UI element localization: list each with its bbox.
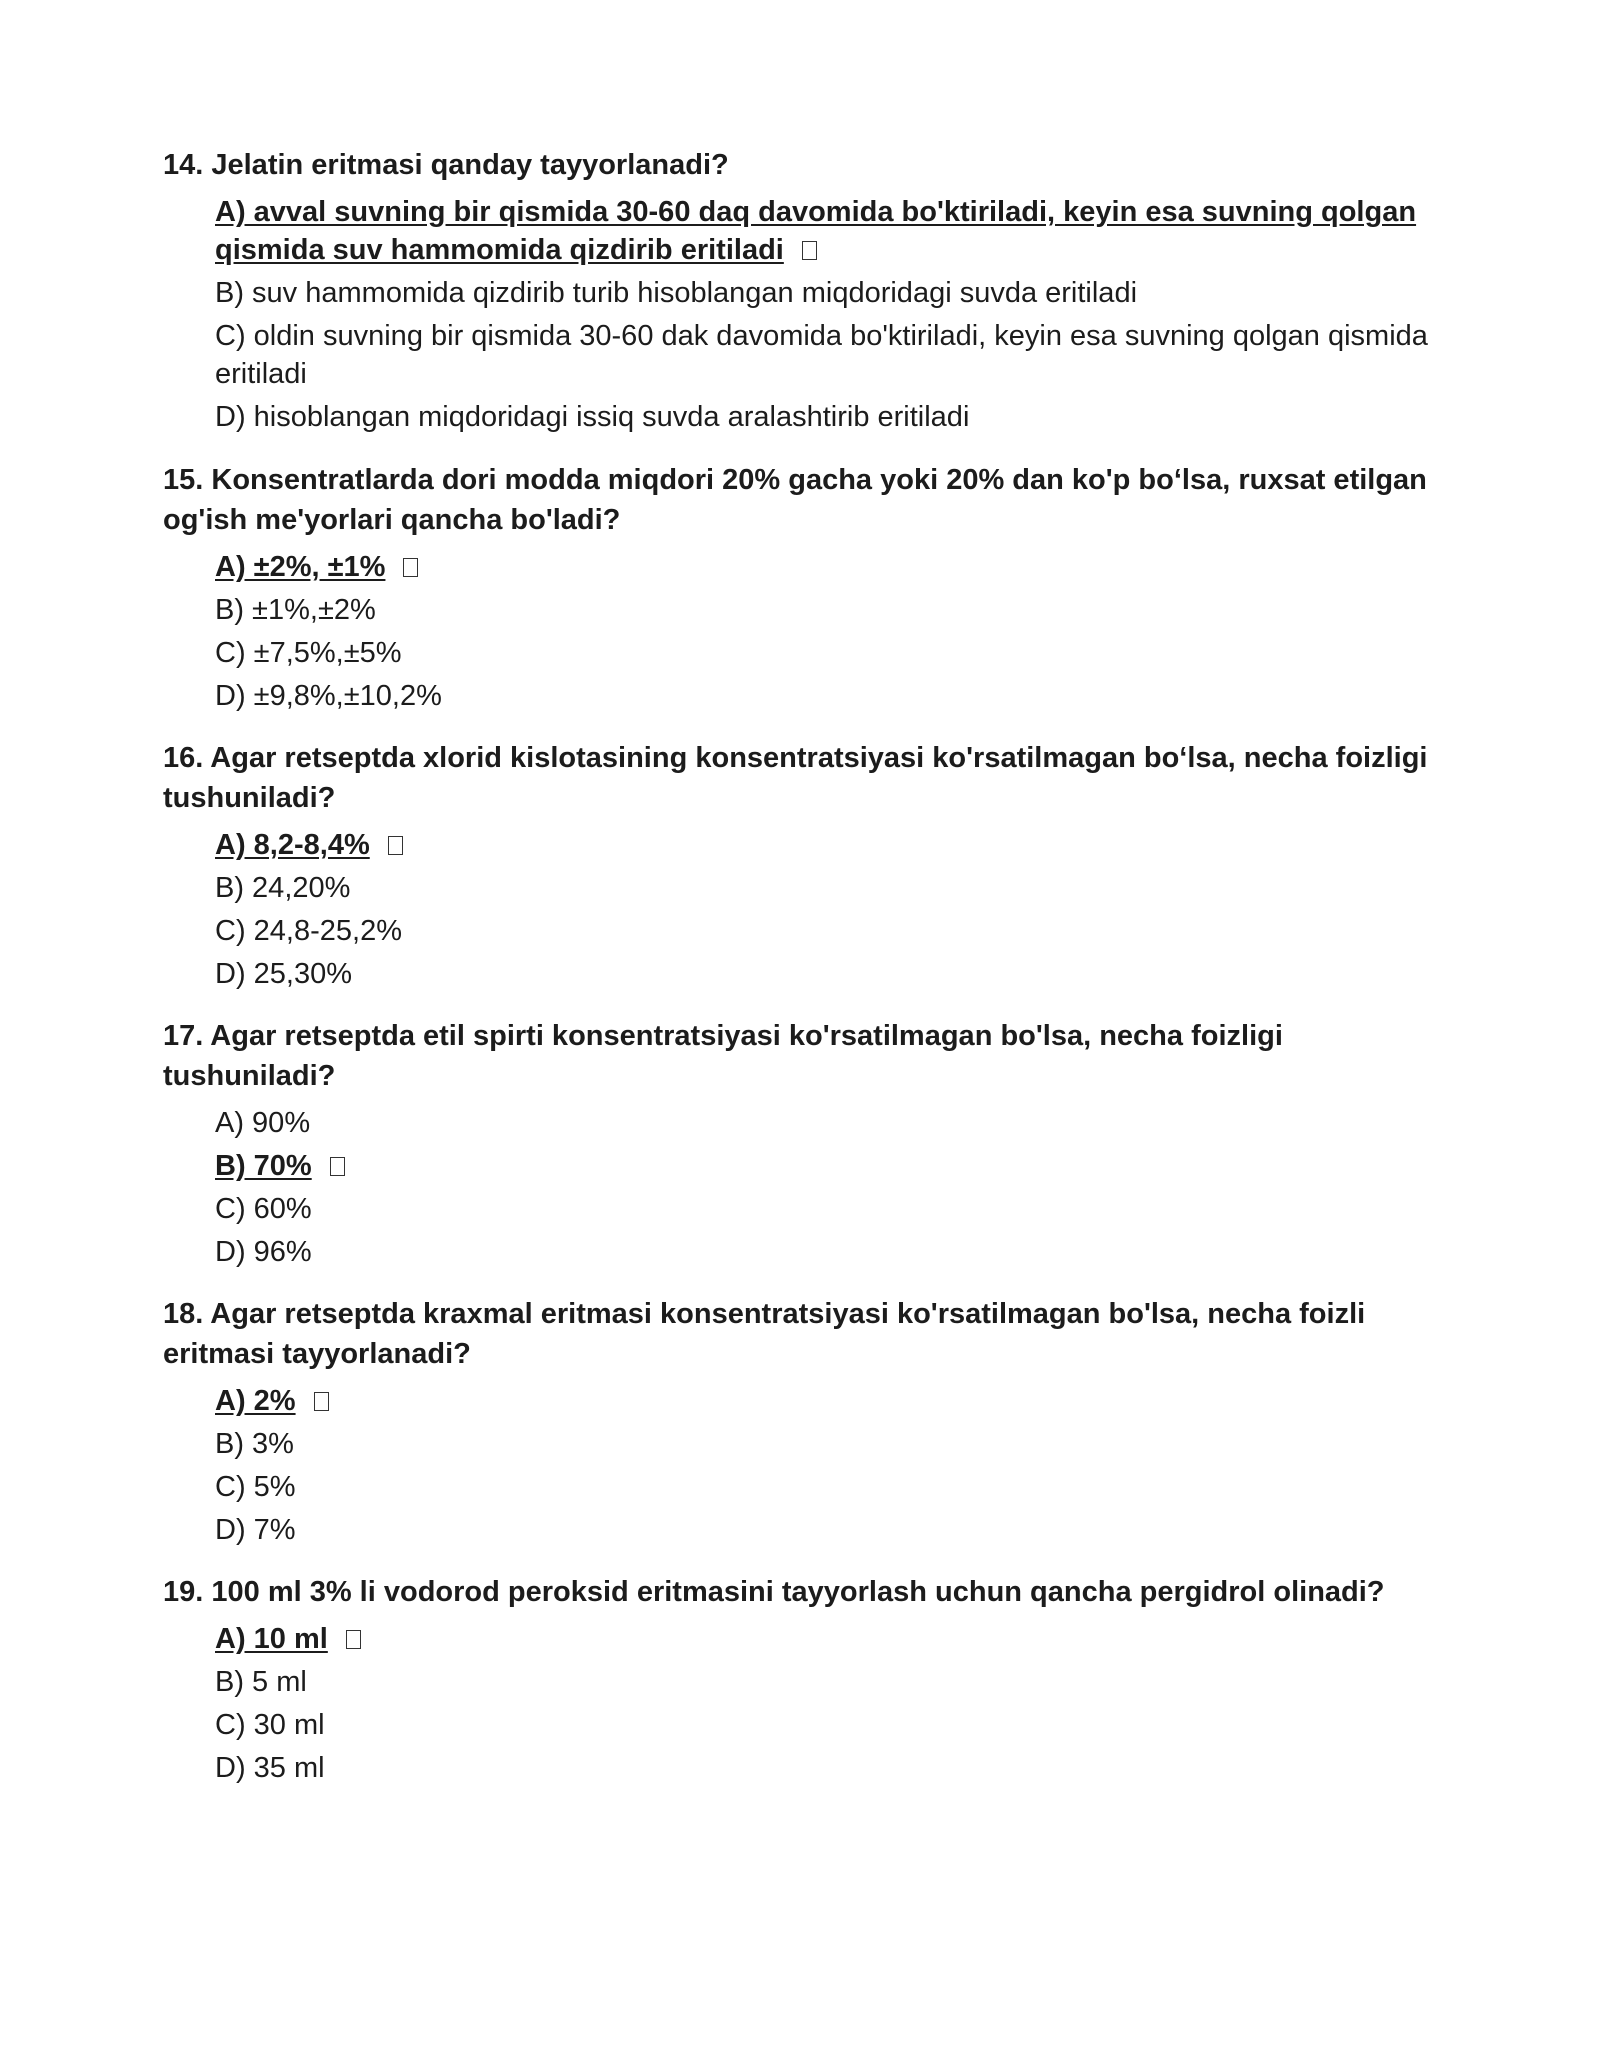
option-a-correct — [215, 548, 1453, 586]
option-c — [215, 317, 1453, 393]
option-label: A) 10 ml — [215, 1623, 328, 1655]
options-list — [163, 1620, 1453, 1787]
question-19 — [163, 1572, 1453, 1792]
option-label: B) 70% — [215, 1150, 312, 1182]
question-14 — [163, 145, 1453, 441]
options-list — [163, 1382, 1453, 1549]
option-label: C) 24,8-25,2% — [215, 915, 402, 947]
option-label: C) 30 ml — [215, 1709, 325, 1741]
option-label: A) 2% — [215, 1385, 296, 1417]
option-label: A) 90% — [215, 1107, 311, 1139]
option-label: C) ±7,5%,±5% — [215, 637, 402, 669]
option-d — [215, 1749, 1453, 1787]
options-list — [163, 826, 1453, 993]
option-c — [215, 634, 1453, 672]
checkbox-icon — [314, 1392, 329, 1411]
option-a-correct — [215, 1382, 1453, 1420]
options-list — [163, 548, 1453, 715]
option-a-correct — [215, 1620, 1453, 1658]
checkbox-icon — [388, 836, 403, 855]
option-label: C) 5% — [215, 1471, 296, 1503]
option-d — [215, 955, 1453, 993]
option-label: B) 24,20% — [215, 872, 351, 904]
checkbox-icon — [330, 1157, 345, 1176]
option-b — [215, 274, 1453, 312]
option-label: D) 96% — [215, 1236, 312, 1268]
option-label: A) ±2%, ±1% — [215, 551, 386, 583]
question-15 — [163, 460, 1453, 720]
option-label: D) 35 ml — [215, 1752, 325, 1784]
option-label: D) 7% — [215, 1514, 296, 1546]
options-list — [163, 193, 1453, 436]
option-b — [215, 591, 1453, 629]
option-c — [215, 912, 1453, 950]
question-text: 19. 100 ml 3% li vodorod peroksid eritmasini tayyorlash uchun qancha pergidrol olinadi? — [163, 1576, 1385, 1608]
question-18 — [163, 1294, 1453, 1554]
option-b — [215, 869, 1453, 907]
question-text: 18. Agar retseptda kraxmal eritmasi konsentratsiyasi ko'rsatilmagan bo'lsa, necha foizli eritmasi tayyorlanadi? — [163, 1298, 1366, 1370]
option-a-correct — [215, 826, 1453, 864]
option-label: B) 3% — [215, 1428, 294, 1460]
option-label: A) 8,2-8,4% — [215, 829, 370, 861]
option-label: C) 60% — [215, 1193, 312, 1225]
option-label: D) ±9,8%,±10,2% — [215, 680, 442, 712]
option-d — [215, 398, 1453, 436]
question-text: 17. Agar retseptda etil spirti konsentratsiyasi ko'rsatilmagan bo'lsa, necha foizligi tushuniladi? — [163, 1020, 1283, 1092]
checkbox-icon — [802, 241, 817, 260]
question-text: 15. Konsentratlarda dori modda miqdori 20% gacha yoki 20% dan ko'p bo‘lsa, ruxsat etilgan og'ish me'yorlari qancha bo'ladi? — [163, 464, 1427, 536]
option-b — [215, 1425, 1453, 1463]
option-d — [215, 1511, 1453, 1549]
option-label: D) 25,30% — [215, 958, 353, 990]
question-text: 14. Jelatin eritmasi qanday tayyorlanadi? — [163, 149, 729, 181]
option-c — [215, 1706, 1453, 1744]
option-label: B) 5 ml — [215, 1666, 307, 1698]
option-label: A) avval suvning bir qismida 30-60 daq davomida bo'ktiriladi, keyin esa suvning qolgan qismida suv hammomida qizdirib eritiladi — [215, 196, 1417, 266]
question-16 — [163, 738, 1453, 998]
question-17 — [163, 1016, 1453, 1276]
checkbox-icon — [346, 1630, 361, 1649]
option-d — [215, 677, 1453, 715]
option-d — [215, 1233, 1453, 1271]
option-c — [215, 1468, 1453, 1506]
option-a-correct — [215, 193, 1453, 269]
option-b-correct — [215, 1147, 1453, 1185]
option-label: D) hisoblangan miqdoridagi issiq suvda aralashtirib eritiladi — [215, 401, 970, 433]
option-c — [215, 1190, 1453, 1228]
option-label: B) ±1%,±2% — [215, 594, 376, 626]
checkbox-icon — [403, 558, 418, 577]
option-label: B) suv hammomida qizdirib turib hisoblangan miqdoridagi suvda eritiladi — [215, 277, 1138, 309]
option-b — [215, 1663, 1453, 1701]
option-label: C) oldin suvning bir qismida 30-60 dak davomida bo'ktiriladi, keyin esa suvning qolgan qismida eritiladi — [215, 320, 1428, 390]
question-text: 16. Agar retseptda xlorid kislotasining konsentratsiyasi ko'rsatilmagan bo‘lsa, necha foizligi tushuniladi? — [163, 742, 1428, 814]
option-a — [215, 1104, 1453, 1142]
options-list — [163, 1104, 1453, 1271]
